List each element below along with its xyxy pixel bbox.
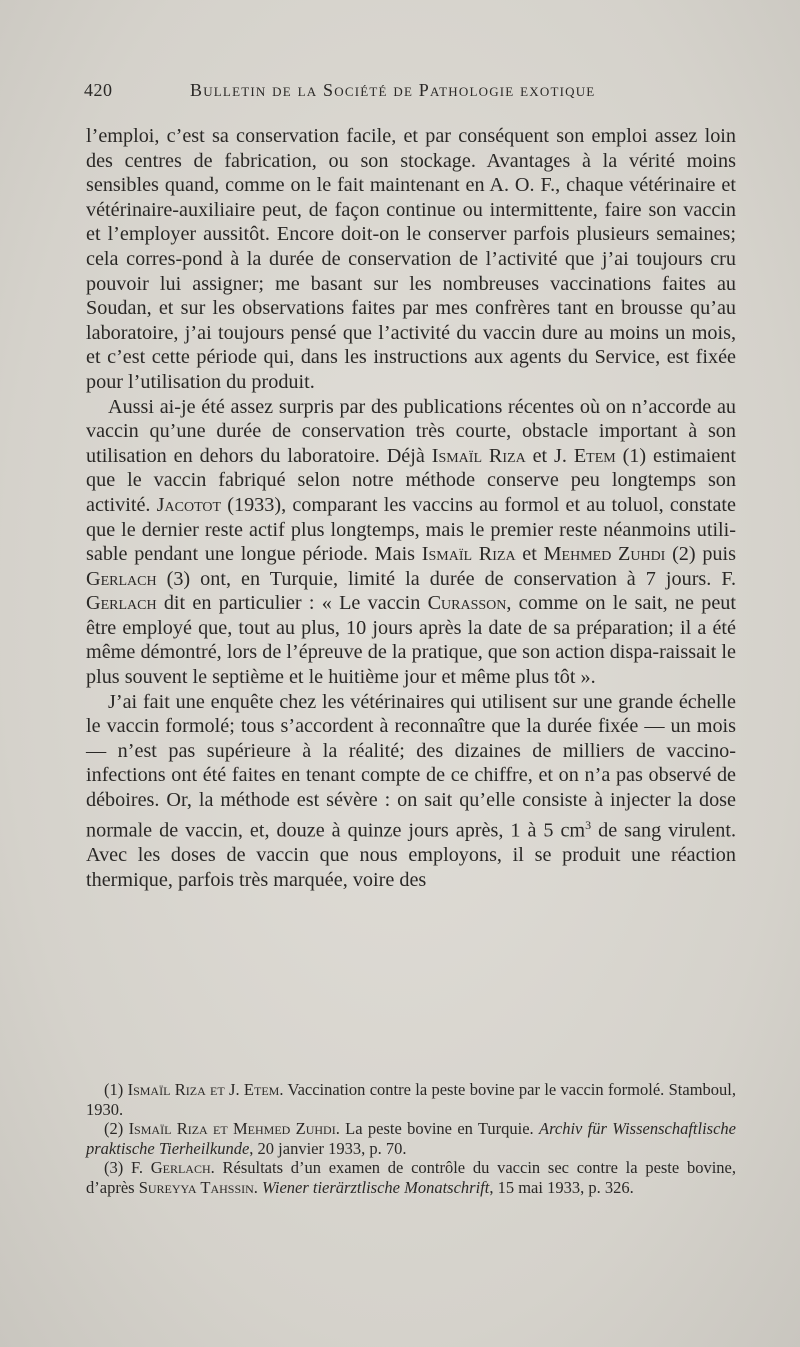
paragraph-2 xyxy=(86,395,736,690)
text-run: (1) estimaient que le vaccin fabriqué selon notre méthode conserve peu longtemps son activité. xyxy=(86,444,736,516)
text-run: J’ai fait une enquête chez les vétérinaires qui utilisent sur une grande échelle le vaccin formolé; tous s’accordent à reconnaître que la durée fixée — un mois — n’est pas supérieure à la réalité; des dizaines de milliers de vaccino-infections ont été faites en tenant compte de ce chiffre, et on n’a pas observé de déboires. Or, la méthode est sévère : on sait qu’elle consiste à injecter la dose normale de vaccin, et, douze à quinze jours après, 1 à 5 cm xyxy=(86,690,736,842)
text-run: , 20 janvier 1933, p. 70. xyxy=(249,1138,407,1158)
journal-title: Wiener tierärztlische Monatschrift xyxy=(262,1177,490,1197)
author-name: Jacotot xyxy=(156,493,222,516)
footnote-author: Sureyya Tahssin xyxy=(138,1177,254,1197)
footnote-author: Ismaïl Riza et Mehmed Zuhdi xyxy=(128,1119,336,1139)
text-run: . Résultats d’un examen de contrôle du vaccin sec contre la peste bovine, d’après xyxy=(86,1158,736,1197)
author-name: Ismaïl Riza xyxy=(421,543,516,566)
author-name: Curasson xyxy=(427,592,507,615)
author-name: J. Etem xyxy=(554,444,616,467)
footnote-author: Gerlach xyxy=(150,1158,211,1178)
text-run: . Vaccination contre la peste bovine par le vaccin formolé. Stamboul, 1930. xyxy=(86,1080,736,1119)
footnote-author: Ismaïl Riza et J. Etem xyxy=(127,1080,280,1099)
footnote-3 xyxy=(86,1158,736,1197)
running-title: Bulletin de la Société de Pathologie exotique xyxy=(190,80,596,100)
author-name: Gerlach xyxy=(86,592,157,615)
text-run: , 15 mai 1933, p. 326. xyxy=(489,1177,634,1197)
author-name: Gerlach xyxy=(86,567,157,590)
paragraph-3 xyxy=(86,690,736,892)
superscript: 3 xyxy=(585,817,592,832)
footnote-1 xyxy=(86,1080,736,1119)
page-header xyxy=(84,80,724,110)
text-run: . xyxy=(253,1177,263,1197)
text-run: et xyxy=(515,543,544,566)
text-run: (1) xyxy=(104,1080,128,1099)
text-run: (2) xyxy=(104,1119,129,1139)
page-number: 420 xyxy=(84,80,113,100)
journal-title: Archiv für Wissenschaftlische praktische Tierheilkunde xyxy=(86,1119,736,1158)
footnotes xyxy=(86,1080,736,1198)
author-name: Mehmed Zuhdi xyxy=(543,543,666,566)
text-run: (2) puis xyxy=(665,543,736,566)
text-run: (1933), comparant les vaccins au formol et au toluol, constate que le dernier reste actif plus longtemps, mais le premier reste néanmoins utili-sable pendant une longue période. Mais xyxy=(86,493,737,566)
text-run: dit en particulier : « Le vaccin xyxy=(156,592,428,615)
text-run: et xyxy=(525,444,555,467)
text-run: (3) ont, en Turquie, limité la durée de conservation à 7 jours. F. xyxy=(156,567,736,590)
text-run: Aussi ai-je été assez surpris par des publications récentes où on n’accorde au vaccin qu’une durée de conservation très courte, obstacle important à son utilisation en dehors du laboratoire. Déjà xyxy=(86,395,736,467)
footnote-2 xyxy=(86,1119,736,1158)
author-name: Ismaïl Riza xyxy=(431,444,526,467)
text-run: , comme on le sait, ne peut être employé que, tout au plus, 10 jours après la date de sa préparation; il a été même démontré, lors de l’épreuve de la pratique, que son action dispa-raissait le plus souvent le septième et le huitième jour et même plus tôt ». xyxy=(86,592,736,689)
text-run: (3) F. xyxy=(104,1158,151,1178)
body-text xyxy=(86,124,736,892)
text-run: . La peste bovine en Turquie. xyxy=(335,1119,539,1139)
text-run: de sang virulent. Avec les doses de vaccin que nous employons, il se produit une réaction thermique, parfois très marquée, voire des xyxy=(86,819,736,891)
paragraph-1: l’emploi, c’est sa conservation facile, et par conséquent son emploi assez loin des centres de fabrication, ou son stockage. Avantages à la vérité moins sensibles quand, comme on le fait maintenant en A. O. F., chaque vétérinaire et vétérinaire-auxiliaire peut, de façon continue ou intermittente, faire son vaccin et l’employer aussitôt. Encore doit-on le conserver parfois plusieurs semaines; cela corres-pond à la durée de conservation de l’activité que j’ai toujours cru pouvoir lui assigner; me basant sur les nombreuses vaccinations faites au Soudan, et sur les observations faites par mes confrères tant en brousse qu’au laboratoire, j’ai toujours pensé que l’activité du vaccin dure au moins un mois, et c’est cette période qui, dans les instructions aux agents du Service, est fixée pour l’utilisation du produit. xyxy=(86,125,736,393)
